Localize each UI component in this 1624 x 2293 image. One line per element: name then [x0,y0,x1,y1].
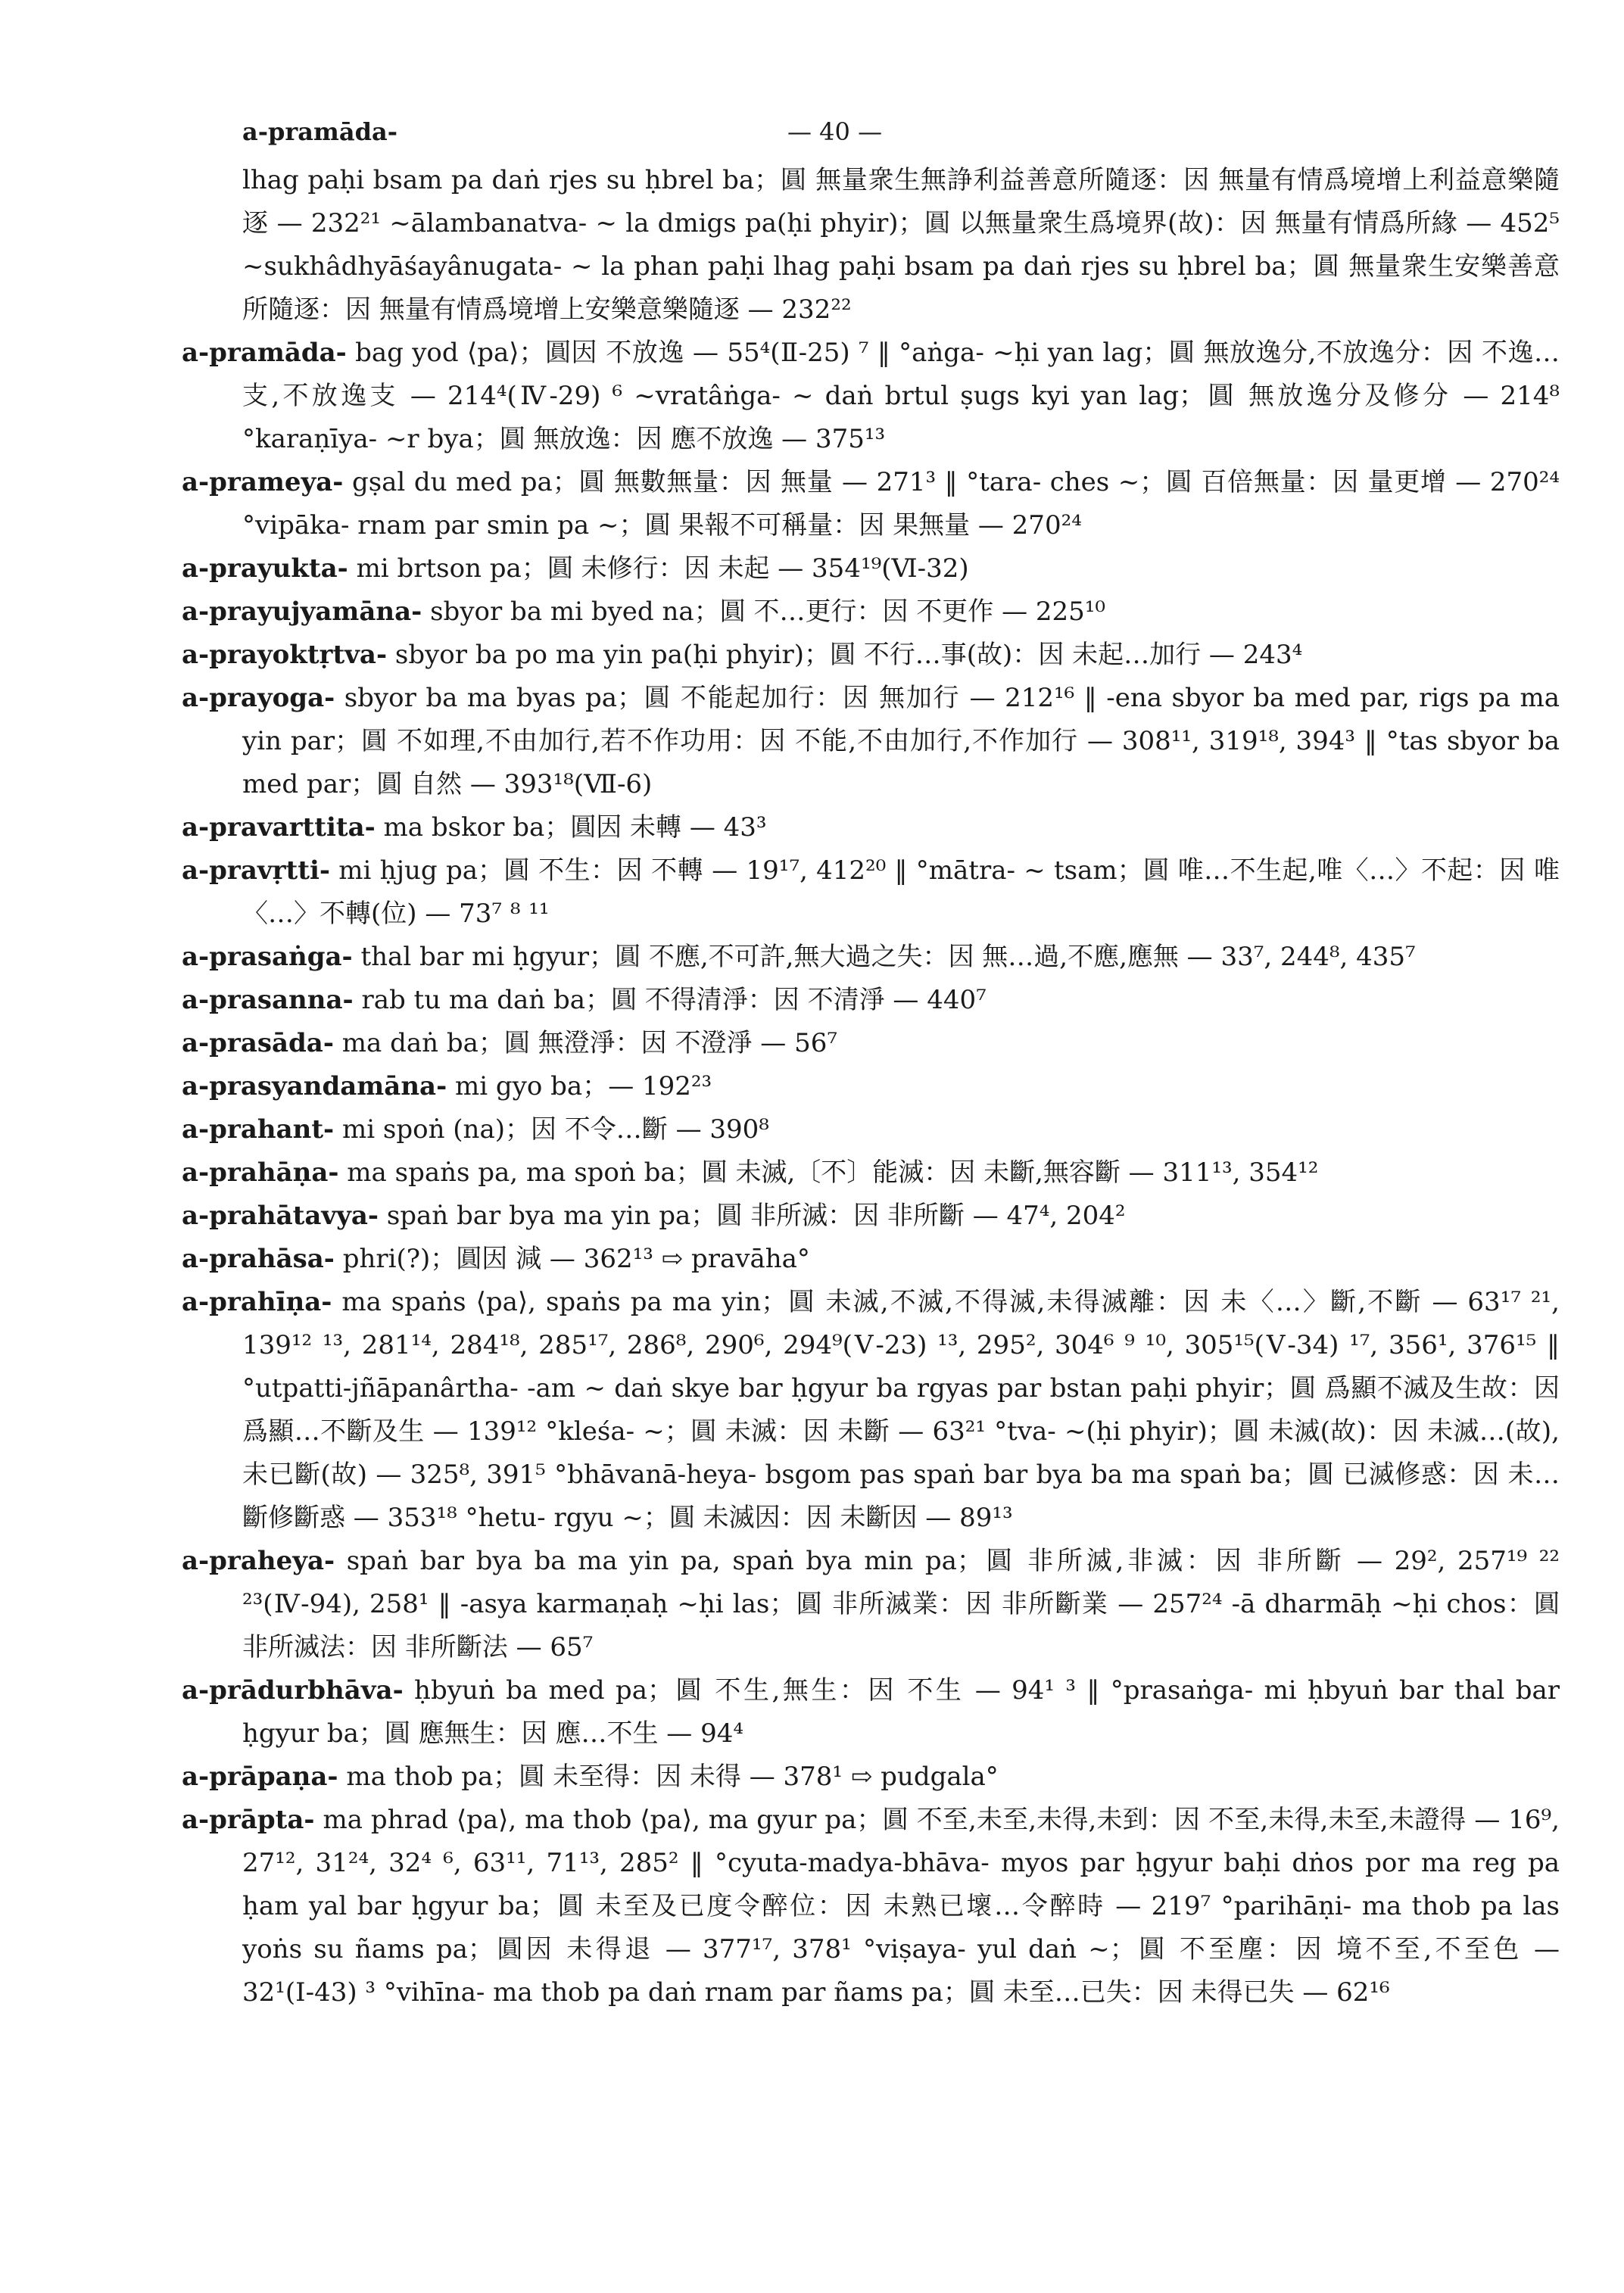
entry-headword: a-prahāsa- [182,1244,335,1274]
entry [182,1238,1560,1281]
entry-text: sbyor ba mi byed na；圓 不…更行：因 不更作 — 225¹⁰ [430,597,1106,627]
entry-headword: a-prayujyamāna- [182,597,422,627]
entry [182,1756,1560,1799]
entry [182,806,1560,849]
entry-headword: a-prayoktṛtva- [182,640,388,670]
entry [182,849,1560,936]
entry-text: ma bskor ba；圓因 未轉 — 43³ [383,812,767,843]
entry-headword: a-praheya- [182,1546,335,1576]
entry-headword: a-prādurbhāva- [182,1675,404,1706]
entry-text: thal bar mi ḥgyur；圓 不應,不可許,無大過之失：因 無…過,不應,應無 — 33⁷, 244⁸, 435⁷ [360,942,1416,972]
entry-headword: a-prasyandamāna- [182,1071,447,1101]
entry-text: ma phrad ⟨pa⟩, ma thob ⟨pa⟩, ma gyur pa；圓 不至,未至,未得,未到：因 不至,未得,未至,未證得 — 16⁹, 27¹², 31²⁴, 32⁴ ⁶, 63¹¹, 71¹³, 285² ‖ °cyuta-madya-bhāva- myos par ḥgyur baḥi dṅos por ma reg pa ḥam yal bar ḥgyur ba；圓 未至及已度令醉位：因 未熟已壞…令醉時 — 219⁷ °parihāṇi- ma thob pa las yoṅs su ñams pa；圓因 未得退 — 377¹⁷, 378¹ °viṣaya- yul daṅ ~；圓 不至塵：因 境不至,不至色 — 32¹(Ⅰ-43) ³ °vihīna- ma thob pa daṅ rnam par ñams pa；圓 未至…已失：因 未得已失 — 62¹⁶ [242,1805,1560,2008]
entry-text: bag yod ⟨pa⟩；圓因 不放逸 — 55⁴(Ⅱ-25) ⁷ ‖ °aṅga- ~ḥi yan lag；圓 無放逸分,不放逸分：因 不逸…支,不放逸支 — 214⁴(Ⅳ-29) ⁶ ~vratâṅga- ~ daṅ brtul ṣugs kyi yan lag；圓 無放逸分及修分 — 214⁸ °karaṇīya- ~r bya；圓 無放逸：因 應不放逸 — 375¹³ [242,338,1560,454]
entry-text: ma spaṅs pa, ma spoṅ ba；圓 未滅,〔不〕能滅：因 未斷,無容斷 — 311¹³, 354¹² [347,1157,1319,1188]
entry-text: spaṅ bar bya ma yin pa；圓 非所滅：因 非所斷 — 47⁴, 204² [386,1201,1126,1231]
entry [182,461,1560,547]
entry-headword: a-prayukta- [182,553,348,584]
entry [182,979,1560,1022]
entry-headword: a-prasāda- [182,1028,334,1058]
entry [182,936,1560,979]
entry [182,1151,1560,1195]
entry [182,677,1560,806]
entry-text: lhag paḥi bsam pa daṅ rjes su ḥbrel ba；圓 無量衆生無諍利益善意所隨逐：因 無量有情爲境增上利益意樂隨逐 — 232²¹ ~ālambanatva- ~ la dmigs pa(ḥi phyir)；圓 以無量衆生爲境界(故)：因 無量有情爲所緣 — 452⁵ ~sukhâdhyāśayânugata- ~ la phan paḥi lhag paḥi bsam pa daṅ rjes su ḥbrel ba；圓 無量衆生安樂善意所隨逐：因 無量有情爲境增上安樂意樂隨逐 — 232²² [242,165,1560,325]
page-number: — 40 — [787,117,883,146]
entry-text: phri(?)；圓因 減 — 362¹³ ⇨ pravāha° [342,1244,810,1274]
entry-headword: a-prayoga- [182,683,335,713]
entry-headword: a-prāpta- [182,1805,315,1835]
entry [182,1540,1560,1669]
entry-text: gṣal du med pa；圓 無數無量：因 無量 — 271³ ‖ °tara- ches ~；圓 百倍無量：因 量更增 — 270²⁴ °vipāka- rnam par smin pa ~；圓 果報不可稱量：因 果無量 — 270²⁴ [242,467,1560,541]
entry-headword: a-prasaṅga- [182,942,353,972]
entry-headword: a-prasanna- [182,985,354,1015]
entry [182,1108,1560,1151]
entry-text: mi spoṅ (na)；因 不令…斷 — 390⁸ [341,1114,769,1145]
entry-headword: a-pramāda- [182,338,347,368]
entry-headword: a-prameya- [182,467,344,497]
entry [182,1799,1560,2014]
entry-text: sbyor ba po ma yin pa(ḥi phyir)；圓 不行…事(故)：因 未起…加行 — 243⁴ [394,640,1303,670]
entry-text: mi brtson pa；圓 未修行：因 未起 — 354¹⁹(Ⅵ-32) [356,553,969,584]
entry-text: mi gyo ba；— 192²³ [455,1071,712,1101]
entry [182,1065,1560,1108]
entry-text: mi ḥjug pa；圓 不生：因 不轉 — 19¹⁷, 412²⁰ ‖ °mātra- ~ tsam；圓 唯…不生起,唯〈…〉不起：因 唯〈…〉不轉(位) — 73⁷ ⁸ ¹¹ [242,855,1560,929]
entries-body [182,159,1560,2014]
entry-headword: a-prahātavya- [182,1201,379,1231]
entry-headword: a-prāpaṇa- [182,1762,338,1792]
entry-continuation [182,159,1560,332]
entry-text: ma daṅ ba；圓 無澄淨：因 不澄淨 — 56⁷ [341,1028,837,1058]
entry-headword: a-prahīṇa- [182,1287,332,1317]
entry-headword: a-prahāṇa- [182,1157,339,1188]
entry [182,1669,1560,1756]
entry-text: rab tu ma daṅ ba；圓 不得清淨：因 不清淨 — 440⁷ [361,985,987,1015]
running-headword: a-pramāda- [242,117,397,146]
entry-text: spaṅ bar bya ba ma yin pa, spaṅ bya min pa；圓 非所滅,非滅：因 非所斷 — 29², 257¹⁹ ²² ²³(Ⅳ-94), 258¹ ‖ -asya karmaṇaḥ ~ḥi las；圓 非所滅業：因 非所斷業 — 257²⁴ -ā dharmāḥ ~ḥi chos：圓 非所滅法：因 非所斷法 — 65⁷ [242,1546,1560,1662]
entry [182,332,1560,461]
entry-headword: a-pravṛtti- [182,855,330,886]
entry-headword: a-prahant- [182,1114,335,1145]
entry-text: ma spaṅs ⟨pa⟩, spaṅs pa ma yin；圓 未滅,不滅,不得滅,未得滅離：因 未〈…〉斷,不斷 — 63¹⁷ ²¹, 139¹² ¹³, 281¹⁴, 284¹⁸, 285¹⁷, 286⁸, 290⁶, 294⁹(Ⅴ-23) ¹³, 295², 304⁶ ⁹ ¹⁰, 305¹⁵(Ⅴ-34) ¹⁷, 356¹, 376¹⁵ ‖ °utpatti-jñāpanârtha- -am ~ daṅ skye bar ḥgyur ba rgyas par bstan paḥi phyir；圓 爲顯不滅及生故：因 爲顯…不斷及生 — 139¹² °kleśa- ~；圓 未滅：因 未斷 — 63²¹ °tva- ~(ḥi phyir)；圓 未滅(故)：因 未滅…(故),未已斷(故) — 325⁸, 391⁵ °bhāvanā-heya- bsgom pas spaṅ bar bya ba ma spaṅ ba；圓 已滅修惑：因 未…斷修斷惑 — 353¹⁸ °hetu- rgyu ~；圓 未滅因：因 未斷因 — 89¹³ [242,1287,1560,1533]
entry-text: sbyor ba ma byas pa；圓 不能起加行：因 無加行 — 212¹⁶ ‖ -ena sbyor ba med par, rigs pa ma yin par；圓 不如理,不由加行,若不作功用：因 不能,不由加行,不作加行 — 308¹¹, 319¹⁸, 394³ ‖ °tas sbyor ba med par；圓 自然 — 393¹⁸(Ⅶ-6) [242,683,1560,799]
entry-text: ma thob pa；圓 未至得：因 未得 — 378¹ ⇨ pudgala° [346,1762,999,1792]
entry [182,590,1560,634]
entry-text: ḥbyuṅ ba med pa；圓 不生,無生：因 不生 — 94¹ ³ ‖ °prasaṅga- mi ḥbyuṅ bar thal bar ḥgyur ba；圓 應無生：因 應…不生 — 94⁴ [242,1675,1560,1749]
entry [182,1195,1560,1238]
entry [182,547,1560,590]
entry-headword: a-pravarttita- [182,812,376,843]
entry [182,1022,1560,1065]
entry [182,634,1560,677]
entry [182,1281,1560,1540]
